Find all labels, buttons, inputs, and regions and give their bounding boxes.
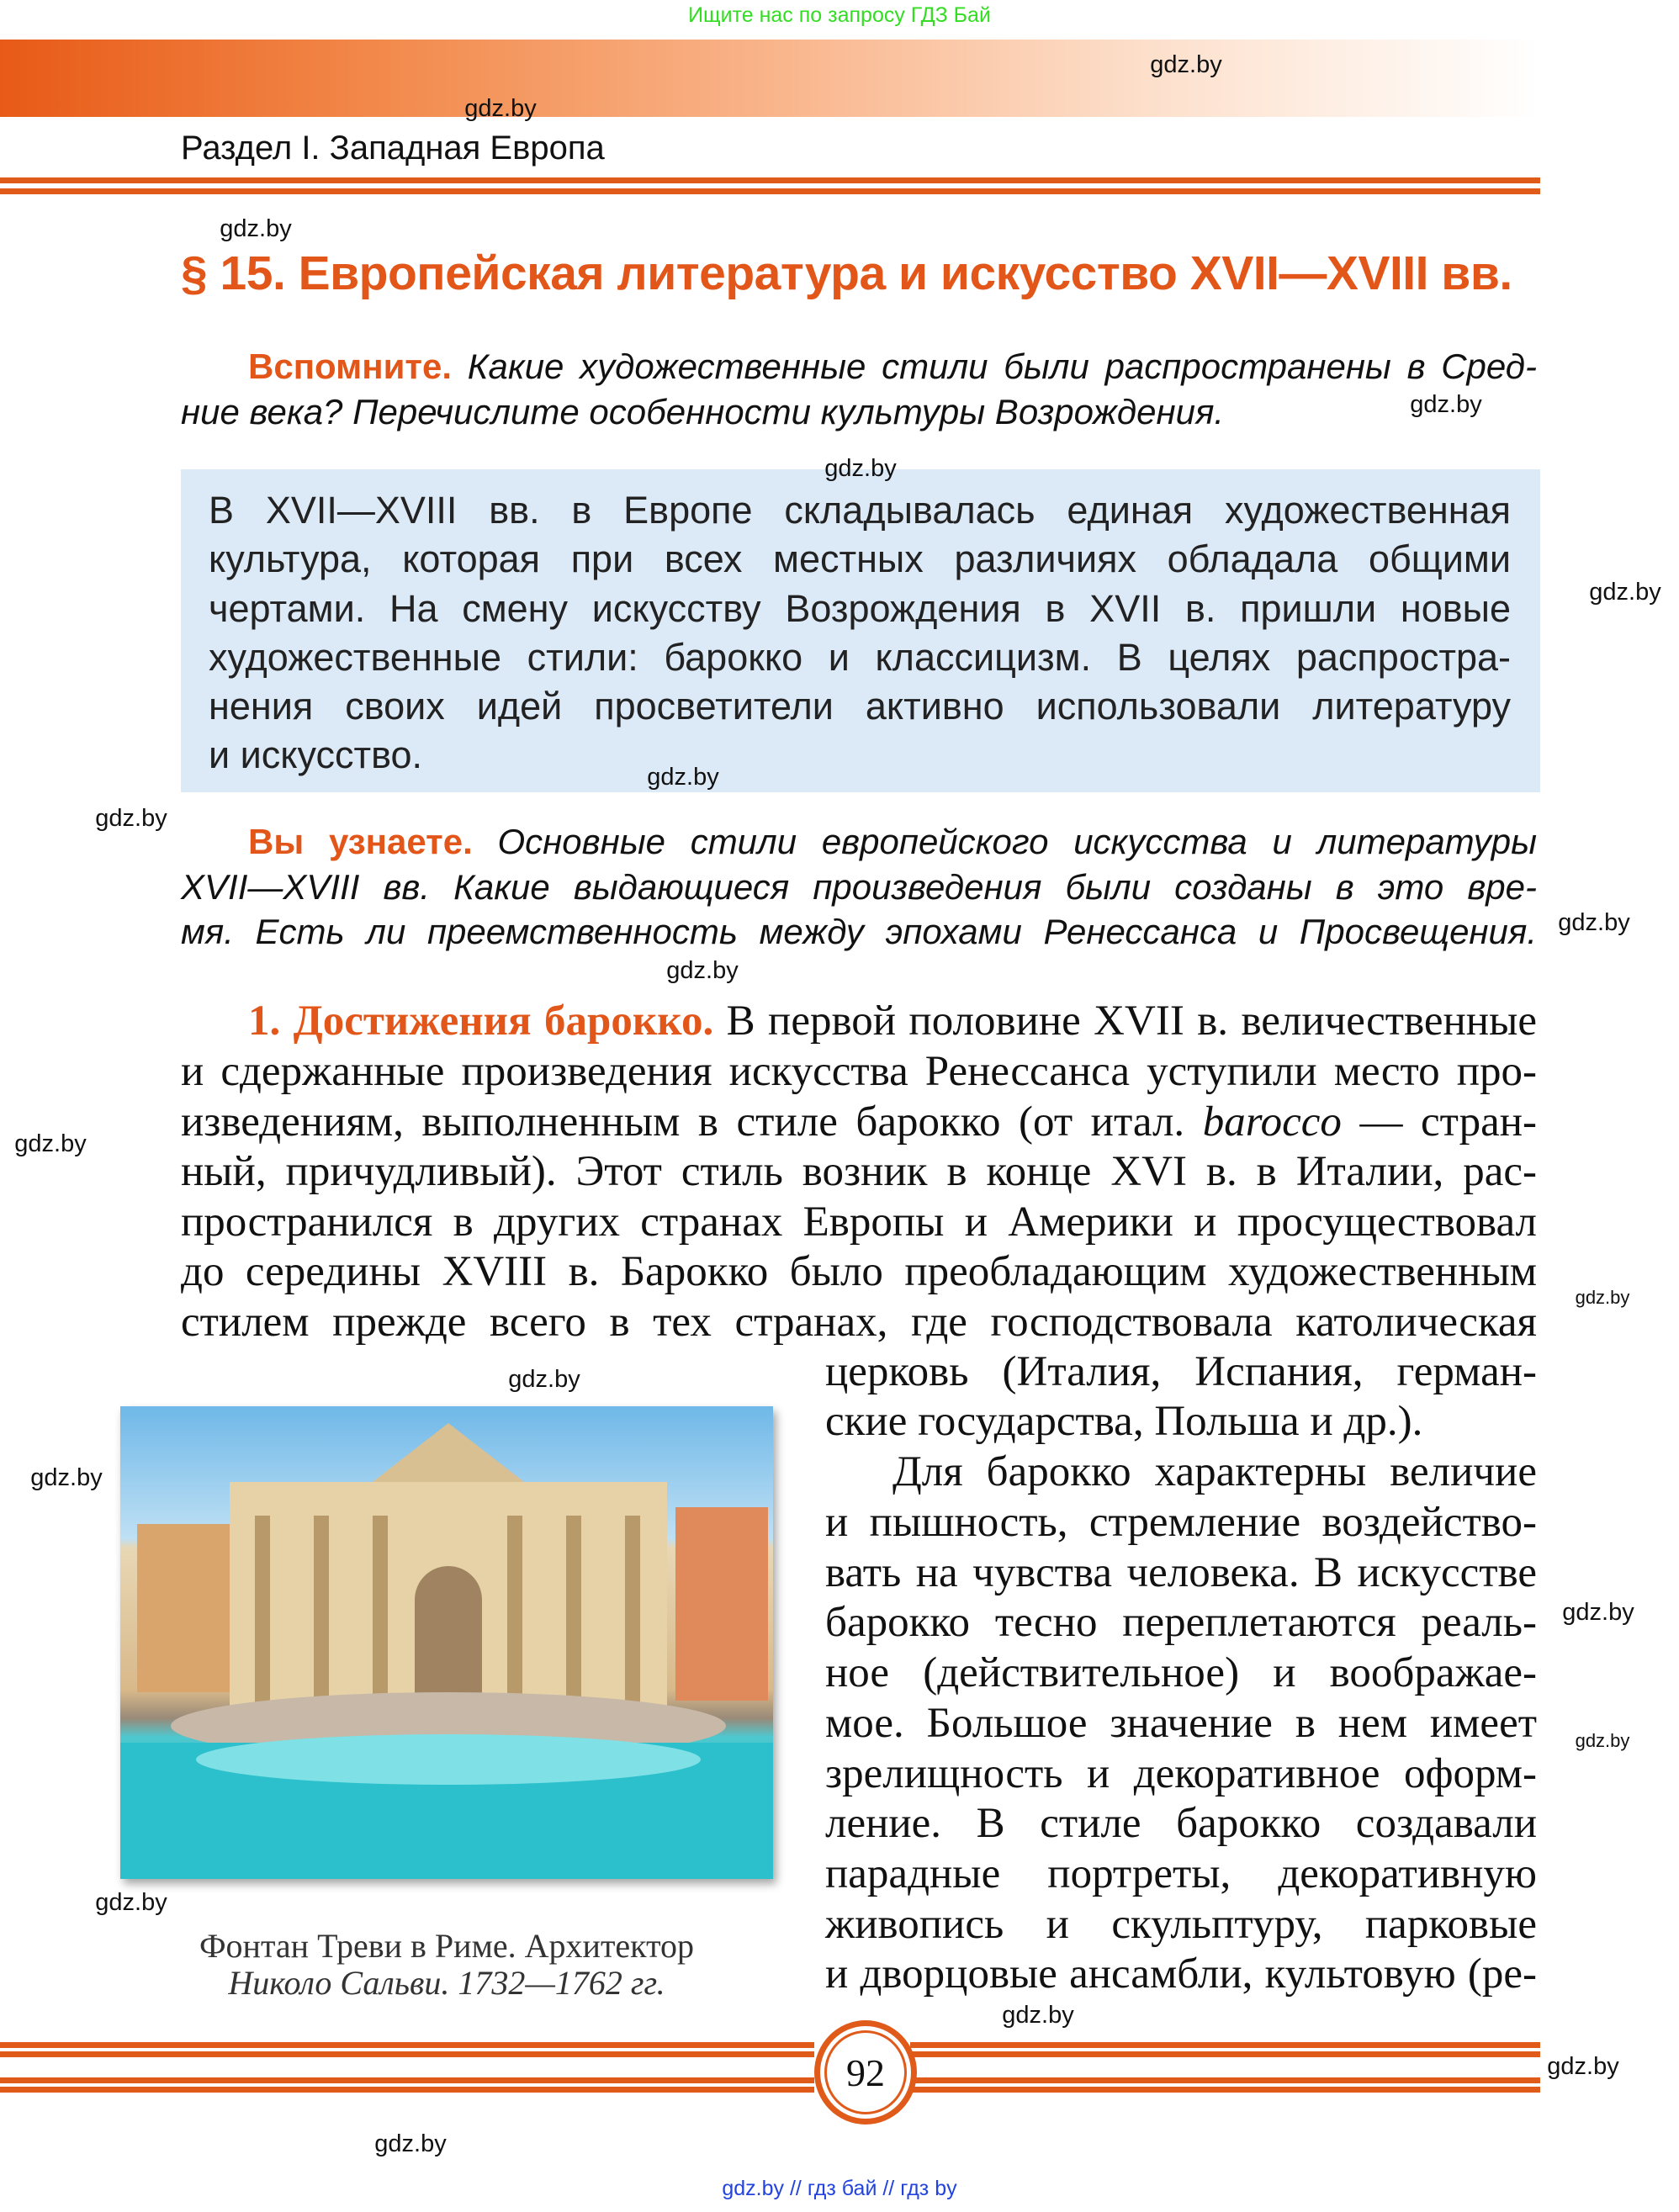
figure-caption: Николо Сальви. 1732—1762 гг. bbox=[228, 1964, 665, 2002]
body-line: и сдержанные произведения искусства Ренессанса уступили место про- bbox=[181, 1048, 1537, 1095]
footer-divider bbox=[910, 2077, 1540, 2083]
info-line: В XVII—XVIII вв. в Европе складывалась единая художественная bbox=[209, 489, 1511, 532]
body-line: церковь (Италия, Испания, герман- bbox=[825, 1348, 1537, 1395]
body-line: и пышность, стремление воздейство- bbox=[825, 1499, 1537, 1546]
watermark: gdz.by bbox=[95, 1889, 167, 1916]
figure-caption: Фонтан Треви в Риме. Архитектор bbox=[199, 1927, 695, 1965]
body-line: парадные портреты, декоративную bbox=[825, 1850, 1537, 1897]
info-line: чертами. На смену искусству Возрождения в XVII в. пришли новые bbox=[209, 587, 1511, 630]
recall-line: ние века? Перечислите особенности культуры Возрождения. bbox=[181, 392, 1225, 431]
watermark: gdz.by bbox=[1410, 391, 1482, 418]
footer-divider bbox=[0, 2051, 814, 2057]
fountain-illustration bbox=[120, 1406, 773, 1879]
body-line: Для барокко характерны величие bbox=[892, 1448, 1537, 1495]
learn-label: Вы узнаете. bbox=[248, 822, 473, 861]
watermark: gdz.by bbox=[1575, 1730, 1630, 1751]
watermark: gdz.by bbox=[464, 95, 537, 122]
watermark: gdz.by bbox=[1562, 1599, 1634, 1626]
footer-divider bbox=[910, 2051, 1540, 2057]
footer-divider bbox=[0, 2087, 814, 2093]
body-line: ный, причудливый). Этот стиль возник в конце XVI в. в Италии, рас- bbox=[181, 1148, 1537, 1195]
learn-line: Вы узнаете. Основные стили европейского искусства и литературы bbox=[248, 822, 1537, 861]
footer-divider bbox=[0, 2077, 814, 2083]
info-line: и искусство. bbox=[209, 733, 423, 776]
footer-divider bbox=[0, 2042, 814, 2048]
body-line: живопись и скульптуру, парковые bbox=[825, 1901, 1537, 1948]
watermark: gdz.by bbox=[220, 215, 292, 242]
body-line: до середины XVIII в. Барокко было преобладающим художественным bbox=[181, 1248, 1537, 1295]
body-line: ление. В стиле барокко создавали bbox=[825, 1800, 1537, 1847]
divider bbox=[0, 177, 1540, 183]
section-heading: 1. Достижения барокко. bbox=[248, 998, 714, 1045]
learn-line: мя. Есть ли преемственность между эпохами Ренессанса и Просвещения. bbox=[181, 912, 1537, 951]
body-line: 1. Достижения барокко. В первой половине XVII в. величественные bbox=[248, 998, 1537, 1045]
recall-line: Вспомните. Какие художественные стили были распространены в Сред- bbox=[248, 347, 1537, 386]
page-title: § 15. Европейская литература и искусство XVII—XVIII вв. bbox=[181, 246, 1512, 300]
body-line: ное (действительное) и воображае- bbox=[825, 1649, 1537, 1696]
watermark: gdz.by bbox=[508, 1366, 580, 1393]
trevi-fountain-photo bbox=[120, 1406, 773, 1879]
info-line: художественные стили: барокко и классицизм. В целях распростра- bbox=[209, 636, 1511, 679]
learn-line: XVII—XVIII вв. Какие выдающиеся произведения были созданы в это вре- bbox=[181, 867, 1537, 907]
watermark: gdz.by bbox=[1150, 51, 1222, 78]
info-line: культура, которая при всех местных различиях обладала общими bbox=[209, 537, 1511, 580]
page-number: 92 bbox=[824, 2030, 907, 2114]
footer-divider bbox=[910, 2087, 1540, 2093]
watermark: gdz.by bbox=[1547, 2053, 1619, 2080]
watermark: gdz.by bbox=[14, 1130, 87, 1157]
header-band bbox=[0, 40, 1539, 117]
body-line: барокко тесно переплетаются реаль- bbox=[825, 1599, 1537, 1646]
watermark: gdz.by bbox=[30, 1464, 103, 1491]
watermark: gdz.by bbox=[1575, 1287, 1630, 1308]
search-hint: Ищите нас по запросу ГДЗ Бай bbox=[688, 3, 991, 27]
body-line: стилем прежде всего в тех странах, где господствовала католическая bbox=[181, 1299, 1537, 1346]
divider bbox=[0, 188, 1540, 194]
footer-divider bbox=[910, 2042, 1540, 2048]
footer-links[interactable]: gdz.by // гдз бай // гдз by bbox=[722, 2177, 957, 2200]
section-header: Раздел I. Западная Европа bbox=[181, 130, 605, 167]
watermark: gdz.by bbox=[1002, 2002, 1074, 2029]
watermark: gdz.by bbox=[1558, 909, 1630, 936]
page-number-badge bbox=[814, 2020, 917, 2125]
info-line: нения своих идей просветители активно использовали литературу bbox=[209, 685, 1511, 728]
recall-label: Вспомните. bbox=[248, 347, 453, 386]
watermark: gdz.by bbox=[647, 764, 719, 791]
body-line: и дворцовые ансамбли, культовую (ре- bbox=[825, 1950, 1537, 1998]
body-line: изведениям, выполненным в стиле барокко (от итал. barocco — стран- bbox=[181, 1098, 1538, 1146]
body-line: мое. Большое значение в нем имеет bbox=[825, 1700, 1537, 1747]
body-line: зрелищность и декоративное оформ- bbox=[825, 1750, 1537, 1797]
watermark: gdz.by bbox=[666, 957, 739, 984]
watermark: gdz.by bbox=[1589, 579, 1661, 606]
body-line: пространился в других странах Европы и Америки и просуществовал bbox=[181, 1199, 1537, 1246]
body-line: ские государства, Польша и др.). bbox=[825, 1398, 1423, 1445]
watermark: gdz.by bbox=[95, 805, 167, 832]
body-line: вать на чувства человека. В искусстве bbox=[825, 1549, 1537, 1596]
watermark: gdz.by bbox=[374, 2130, 447, 2157]
watermark: gdz.by bbox=[824, 455, 897, 482]
